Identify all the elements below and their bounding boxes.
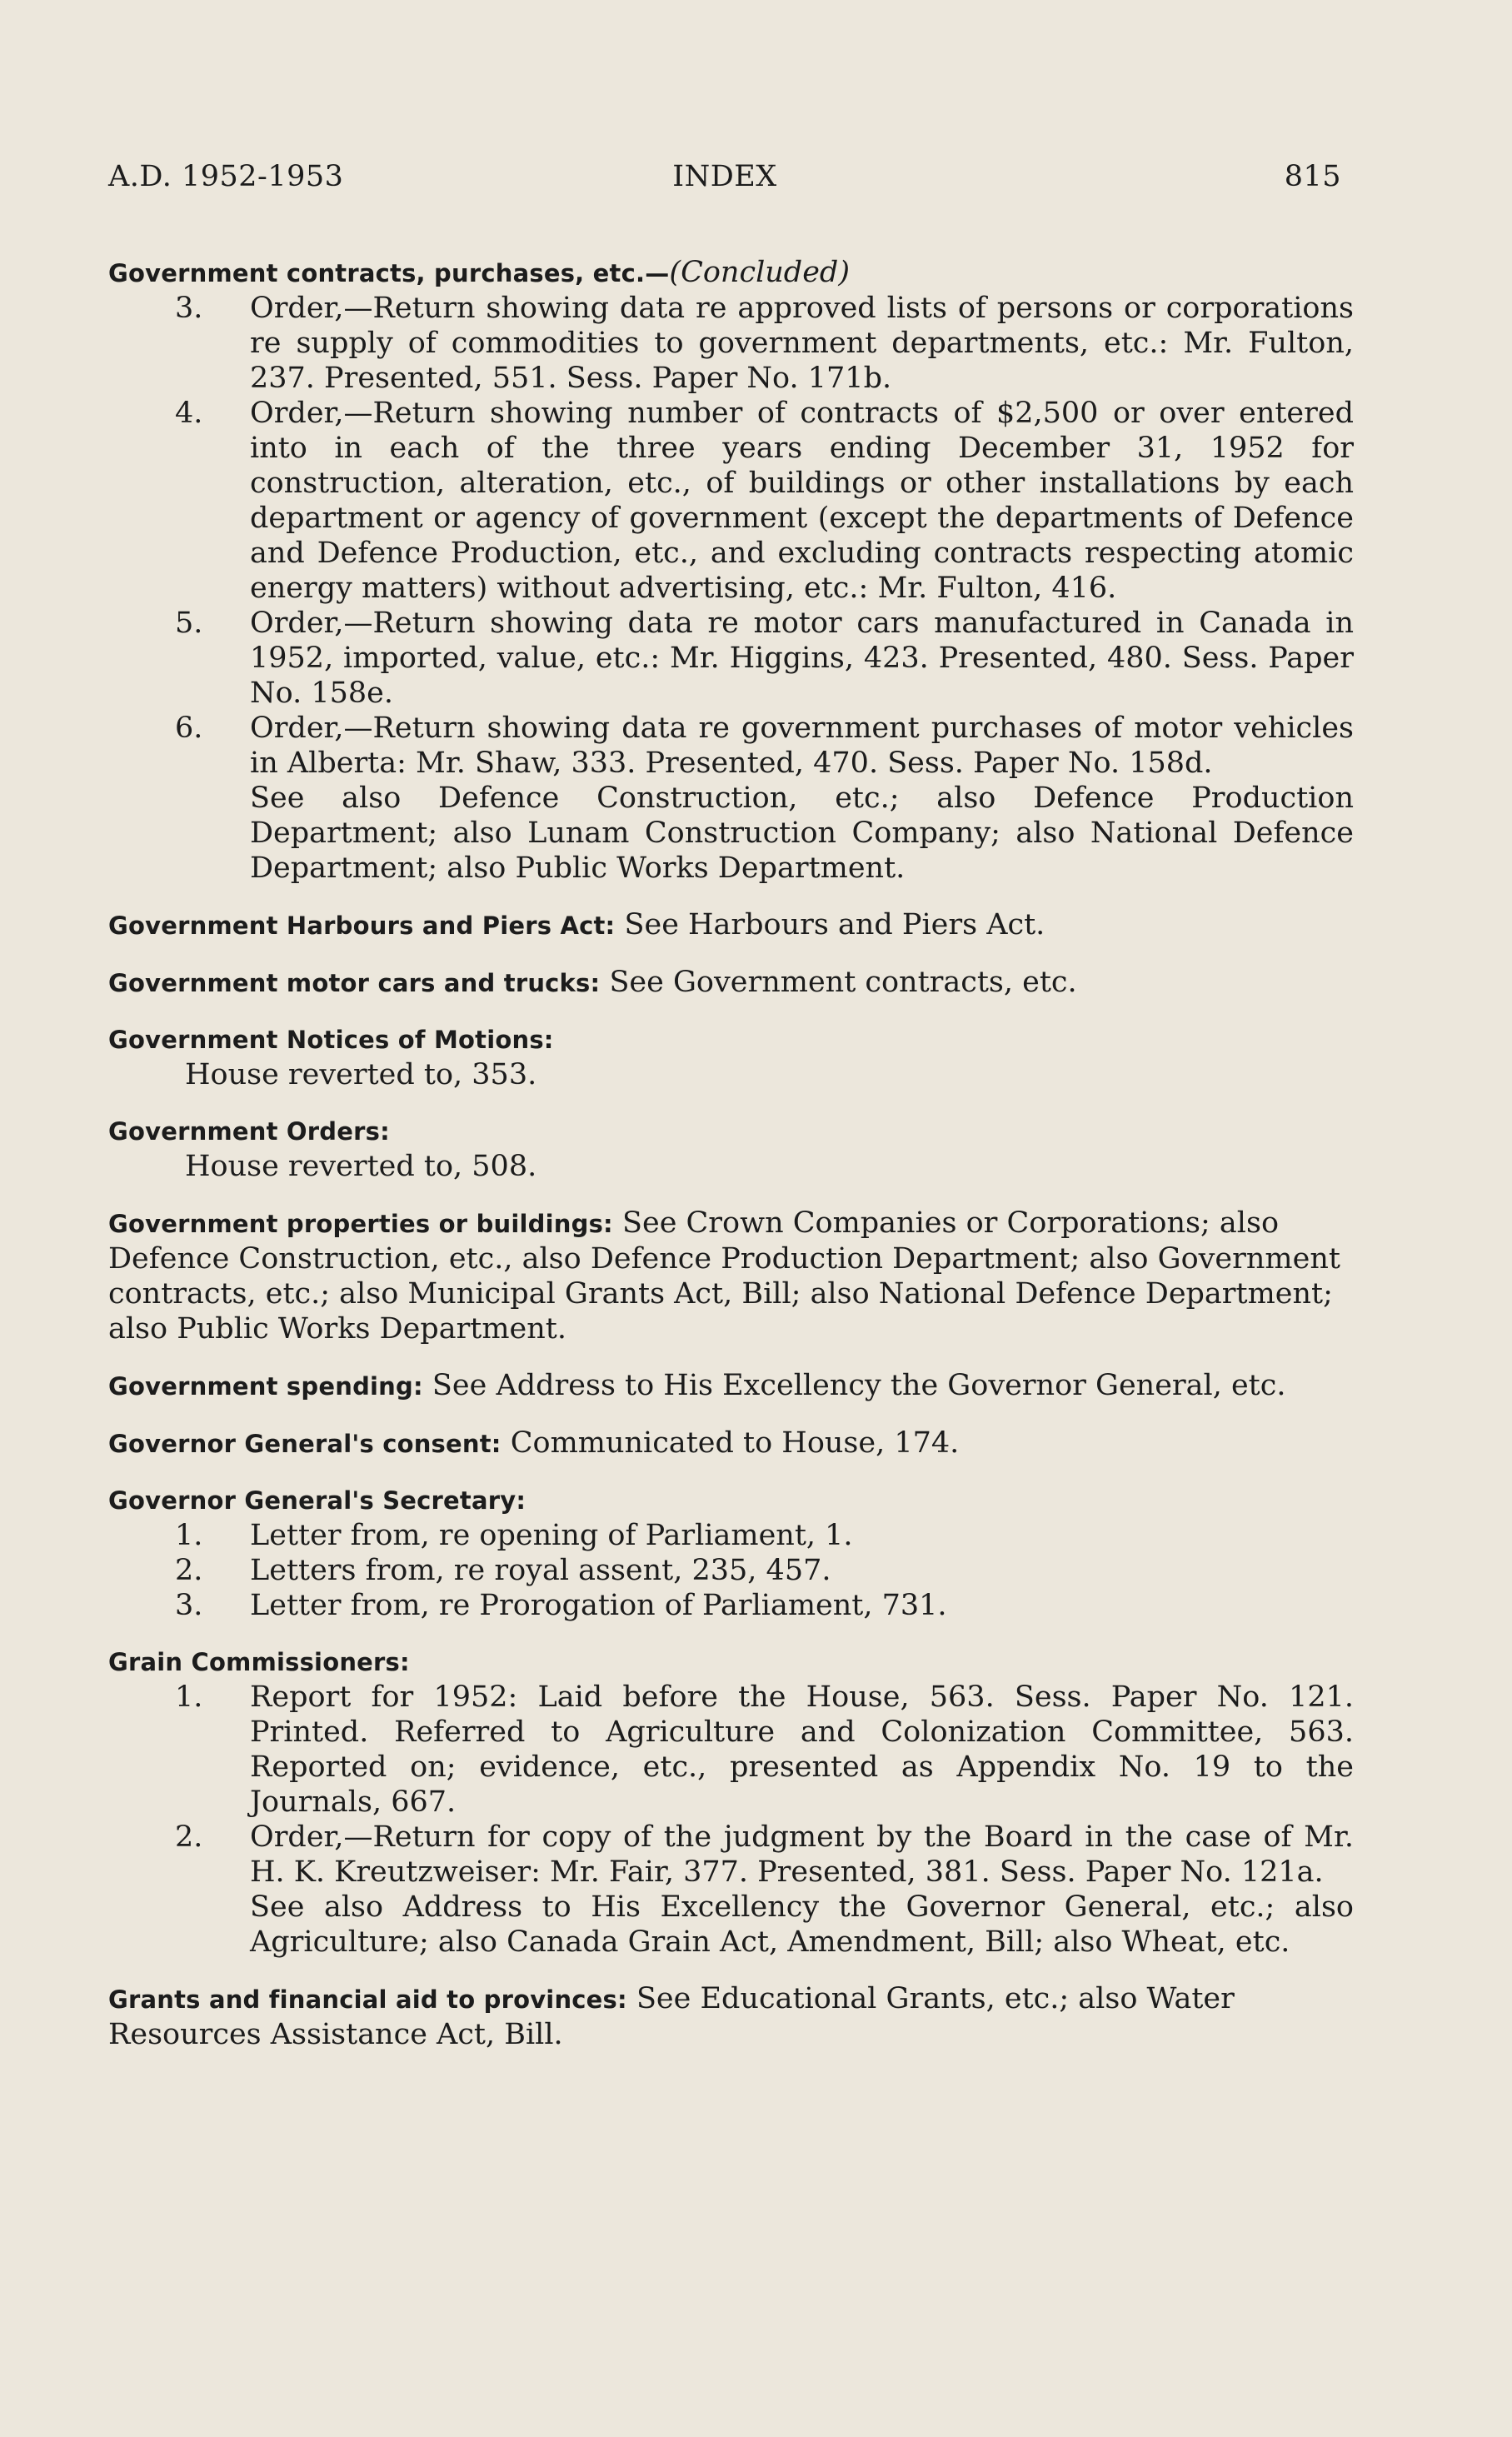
item-number: 2. [175, 1554, 203, 1587]
item-text: Order,—Return showing data re approved lists of persons or corporations re supply of commodities to government departments, etc.: Mr. Fulton, 237. Presented, 551. Sess. Paper No. 171b. [250, 292, 1354, 395]
entry-heading: Grants and financial aid to provinces: [108, 1985, 627, 2014]
entry-heading: Governor General's Secretary: [108, 1486, 526, 1515]
index-entry-government-orders [108, 1114, 1354, 1184]
index-entry-gg-consent [108, 1426, 1354, 1461]
list-item [108, 1553, 1354, 1588]
entry-reference: See Crown Companies or Corporations; also Defence Construction, etc., also Defence Production Department; also Government contracts, etc.; also Municipal Grants Act, Bill; also National Defence Department; also Public Works Department. [108, 1206, 1340, 1346]
list-item [108, 291, 1354, 396]
index-entry-government-motor-cars [108, 965, 1354, 1001]
entry-heading-concluded: (Concluded) [669, 256, 850, 289]
header-title: INDEX [672, 160, 777, 193]
index-entry-government-notices [108, 1022, 1354, 1092]
entry-heading: Government contracts, purchases, etc.— [108, 259, 670, 287]
list-item [108, 1680, 1354, 1820]
index-content [108, 255, 1354, 2074]
item-number: 3. [175, 1589, 203, 1622]
entry-reference: Communicated to House, 174. [510, 1426, 960, 1460]
item-number: 6. [175, 712, 203, 745]
entry-heading: Government properties or buildings: [108, 1210, 613, 1238]
item-text: Order,—Return showing number of contracts of $2,500 or over entered into in each of the three years ending December 31, 1952 for construction, alteration, etc., of buildings or other installations by each department or agency of government (except the departments of Defence and Defence Production, etc., and excluding contracts respecting atomic energy matters) without advertising, etc.: Mr. Fulton, 416. [250, 397, 1354, 605]
page-number: 815 [1284, 160, 1341, 193]
entry-heading: Government Notices of Motions: [108, 1026, 554, 1054]
item-text: Letters from, re royal assent, 235, 457. [250, 1554, 831, 1587]
item-number: 1. [175, 1680, 203, 1714]
index-entry-grants [108, 1981, 1354, 2052]
item-number: 1. [175, 1519, 203, 1552]
index-entry-grain-commissioners [108, 1645, 1354, 1960]
index-entry-government-harbours [108, 907, 1354, 943]
entry-heading: Grain Commissioners: [108, 1648, 410, 1676]
entry-reference: See Educational Grants, etc.; also Water Resources Assistance Act, Bill. [108, 1982, 1235, 2051]
item-text: Order,—Return showing data re motor cars manufactured in Canada in 1952, imported, value, etc.: Mr. Higgins, 423. Presented, 480. Sess. Paper No. 158e. [250, 607, 1354, 710]
entry-reference: See Government contracts, etc. [609, 966, 1077, 999]
see-also-text: See also Address to His Excellency the Governor General, etc.; also Agriculture; also Canada Grain Act, Amendment, Bill; also Wheat, etc. [250, 1890, 1354, 1959]
entry-heading: Government motor cars and trucks: [108, 969, 601, 997]
entry-reference: See Harbours and Piers Act. [624, 908, 1045, 941]
see-also-text: See also Defence Construction, etc.; also Defence Production Department; also Lunam Construction Company; also National Defence Department; also Public Works Department. [250, 782, 1354, 885]
see-also-reference [108, 1890, 1354, 1960]
entry-heading: Governor General's consent: [108, 1430, 502, 1458]
index-entry-government-properties [108, 1206, 1354, 1346]
entry-heading: Government spending: [108, 1372, 423, 1401]
list-item [108, 711, 1354, 781]
entry-reference: House reverted to, 508. [185, 1150, 537, 1183]
entry-reference: House reverted to, 353. [185, 1058, 537, 1091]
item-number: 3. [175, 292, 203, 325]
list-item [108, 606, 1354, 711]
item-number: 2. [175, 1820, 203, 1854]
entry-reference: See Address to His Excellency the Governor General, etc. [432, 1369, 1286, 1402]
list-item [108, 1588, 1354, 1623]
see-also-reference [108, 781, 1354, 886]
index-entry-government-contracts [108, 255, 1354, 886]
index-entry-government-spending [108, 1368, 1354, 1404]
item-number: 5. [175, 607, 203, 640]
entry-heading: Government Orders: [108, 1117, 390, 1146]
item-text: Letter from, re opening of Parliament, 1. [250, 1519, 853, 1552]
entry-heading: Government Harbours and Piers Act: [108, 911, 616, 940]
index-entry-gg-secretary [108, 1483, 1354, 1623]
list-item [108, 1518, 1354, 1553]
item-number: 4. [175, 397, 203, 430]
item-text: Report for 1952: Laid before the House, 563. Sess. Paper No. 121. Printed. Referred to Agriculture and Colonization Committee, 563. Reported on; evidence, etc., presented as Appendix No. 19 to the Journals, 667. [250, 1680, 1354, 1819]
item-text: Letter from, re Prorogation of Parliament, 731. [250, 1589, 947, 1622]
header-date-range: A.D. 1952-1953 [108, 160, 344, 193]
item-text: Order,—Return for copy of the judgment by the Board in the case of Mr. H. K. Kreutzweiser: Mr. Fair, 377. Presented, 381. Sess. Paper No. 121a. [250, 1820, 1354, 1889]
list-item [108, 396, 1354, 606]
item-text: Order,—Return showing data re government purchases of motor vehicles in Alberta: Mr. Shaw, 333. Presented, 470. Sess. Paper No. 158d. [250, 712, 1354, 780]
list-item [108, 1820, 1354, 1890]
